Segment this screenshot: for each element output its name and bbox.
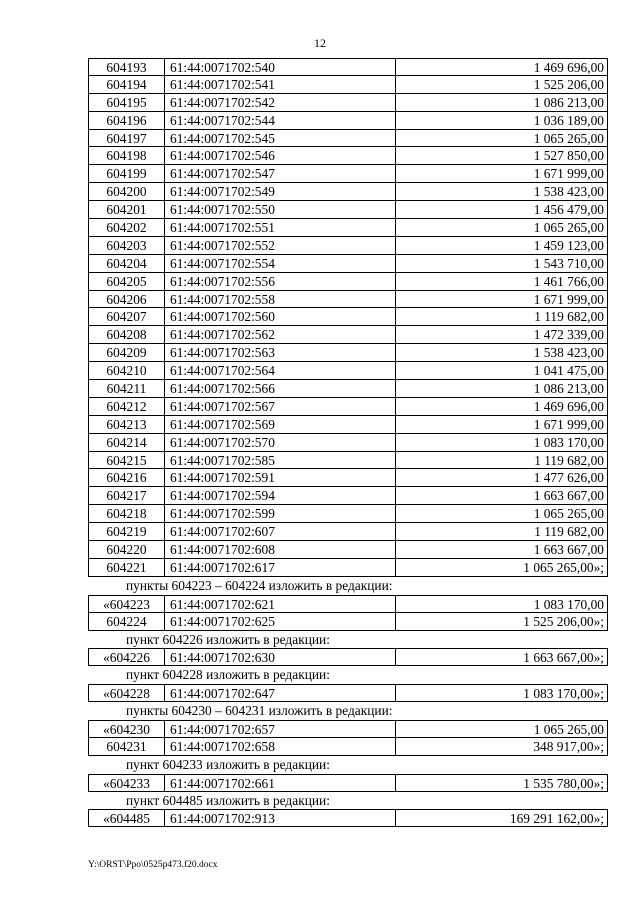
cadastral-number-cell: 61:44:0071702:599 [165, 505, 396, 522]
cadastral-number-cell: 61:44:0071702:564 [165, 362, 396, 379]
cadastral-number-cell: 61:44:0071702:607 [165, 523, 396, 540]
value-cell: 1 119 682,00 [534, 524, 604, 540]
cadastral-number-cell: 61:44:0071702:541 [165, 76, 396, 93]
cadastral-number-cell: 61:44:0071702:647 [165, 685, 396, 701]
value-cell: 1 671 999,00 [533, 416, 604, 432]
row-number-cell: 604196 [89, 112, 165, 129]
cadastral-number-cell: 61:44:0071702:630 [165, 649, 396, 665]
value-cell: 1 456 479,00 [533, 202, 604, 218]
amendment-note: пункт 604485 изложить в редакции: [126, 792, 330, 808]
table-row [88, 58, 608, 76]
cadastral-number-cell: 61:44:0071702:617 [165, 559, 396, 576]
cadastral-number-cell: 61:44:0071702:558 [165, 291, 396, 308]
table-row [88, 130, 608, 148]
table-row [88, 237, 608, 255]
cadastral-number-cell: 61:44:0071702:585 [165, 452, 396, 469]
value-cell: 1 086 213,00 [533, 381, 604, 397]
value-cell: 1 119 682,00 [534, 452, 604, 468]
row-number-cell: 604207 [89, 308, 165, 325]
row-number-cell: 604206 [89, 291, 165, 308]
row-number-cell: 604210 [89, 362, 165, 379]
table-row [88, 487, 608, 505]
row-number-cell: «604228 [89, 685, 165, 701]
table-row [88, 452, 608, 470]
value-cell: 1 459 123,00 [533, 237, 604, 253]
value-cell: 169 291 162,00»; [509, 811, 604, 827]
table-row [88, 76, 608, 94]
cadastral-number-cell: 61:44:0071702:661 [165, 775, 396, 791]
table-row [88, 255, 608, 273]
table-row [88, 291, 608, 309]
cadastral-number-cell: 61:44:0071702:545 [165, 130, 396, 147]
row-number-cell: 604211 [89, 380, 165, 397]
cadastral-number-cell: 61:44:0071702:591 [165, 469, 396, 486]
page-number: 12 [314, 36, 326, 50]
value-cell: 1 663 667,00»; [523, 650, 604, 666]
value-cell: 1 538 423,00 [533, 345, 604, 361]
row-number-cell: «604233 [89, 775, 165, 791]
row-number-cell: 604221 [89, 559, 165, 576]
table-row [88, 648, 608, 666]
row-number-cell: 604209 [89, 344, 165, 361]
table-row [88, 774, 608, 792]
table-row [88, 94, 608, 112]
file-path-footer: Y:\ORST\Ppo\0525p473.f20.docx [88, 860, 218, 870]
value-cell: 1 083 170,00 [533, 434, 604, 450]
row-number-cell: 604215 [89, 452, 165, 469]
cadastral-number-cell: 61:44:0071702:560 [165, 308, 396, 325]
value-cell: 1 041 475,00 [533, 363, 604, 379]
cadastral-number-cell: 61:44:0071702:566 [165, 380, 396, 397]
table-row [88, 380, 608, 398]
cadastral-number-cell: 61:44:0071702:567 [165, 398, 396, 415]
value-cell: 1 525 206,00 [533, 76, 604, 92]
cadastral-number-cell: 61:44:0071702:625 [165, 613, 396, 630]
amendment-note: пункты 604230 – 604231 изложить в редакции: [126, 703, 393, 719]
table-row [88, 523, 608, 541]
table-row [88, 434, 608, 452]
table-row [88, 183, 608, 201]
table-row [88, 165, 608, 183]
value-cell: 1 086 213,00 [533, 94, 604, 110]
value-cell: 1 461 766,00 [533, 273, 604, 289]
cadastral-number-cell: 61:44:0071702:542 [165, 94, 396, 111]
row-number-cell: 604193 [89, 59, 165, 75]
value-cell: 1 671 999,00 [533, 291, 604, 307]
value-cell: 1 671 999,00 [533, 166, 604, 182]
cadastral-number-cell: 61:44:0071702:570 [165, 434, 396, 451]
value-cell: 1 663 667,00 [533, 542, 604, 558]
row-number-cell: 604231 [89, 738, 165, 755]
row-number-cell: 604217 [89, 487, 165, 504]
amendment-note: пункт 604226 изложить в редакции: [126, 631, 330, 647]
table-row [88, 541, 608, 559]
row-number-cell: 604194 [89, 76, 165, 93]
row-number-cell: 604220 [89, 541, 165, 558]
cadastral-number-cell: 61:44:0071702:552 [165, 237, 396, 254]
value-cell: 1 469 696,00 [533, 60, 604, 75]
row-number-cell: 604201 [89, 201, 165, 218]
row-number-cell: 604203 [89, 237, 165, 254]
row-number-cell: 604199 [89, 165, 165, 182]
value-cell: 1 538 423,00 [533, 184, 604, 200]
row-number-cell: 604195 [89, 94, 165, 111]
row-number-cell: 604218 [89, 505, 165, 522]
value-cell: 1 065 265,00 [533, 130, 604, 146]
table-row [88, 720, 608, 738]
table-row [88, 684, 608, 702]
value-cell: 1 472 339,00 [533, 327, 604, 343]
value-cell: 1 535 780,00»; [523, 775, 604, 791]
table-row [88, 326, 608, 344]
table-row [88, 809, 608, 827]
row-number-cell: 604213 [89, 416, 165, 433]
table-row [88, 595, 608, 613]
value-cell: 1 119 682,00 [534, 309, 604, 325]
value-cell: 1 065 265,00 [533, 721, 604, 737]
cadastral-number-cell: 61:44:0071702:556 [165, 273, 396, 290]
row-number-cell: 604224 [89, 613, 165, 630]
cadastral-number-cell: 61:44:0071702:657 [165, 721, 396, 737]
cadastral-number-cell: 61:44:0071702:554 [165, 255, 396, 272]
value-cell: 1 083 170,00»; [523, 686, 604, 702]
cadastral-number-cell: 61:44:0071702:658 [165, 738, 396, 755]
table-row [88, 147, 608, 165]
row-number-cell: 604219 [89, 523, 165, 540]
value-cell: 1 543 710,00 [533, 255, 604, 271]
row-number-cell: 604204 [89, 255, 165, 272]
cadastral-number-cell: 61:44:0071702:549 [165, 183, 396, 200]
table-row [88, 398, 608, 416]
table-row [88, 362, 608, 380]
row-number-cell: «604223 [89, 596, 165, 612]
value-cell: 1 065 265,00 [533, 506, 604, 522]
value-cell: 1 477 626,00 [533, 470, 604, 486]
amendment-note: пункт 604233 изложить в редакции: [126, 756, 330, 772]
cadastral-number-cell: 61:44:0071702:551 [165, 219, 396, 236]
cadastral-number-cell: 61:44:0071702:546 [165, 147, 396, 164]
value-cell: 1 527 850,00 [533, 148, 604, 164]
row-number-cell: «604485 [89, 810, 165, 826]
table-row [88, 201, 608, 219]
cadastral-number-cell: 61:44:0071702:544 [165, 112, 396, 129]
cadastral-number-cell: 61:44:0071702:569 [165, 416, 396, 433]
row-number-cell: 604214 [89, 434, 165, 451]
amendment-note: пункты 604223 – 604224 изложить в редакции: [126, 577, 393, 593]
cadastral-number-cell: 61:44:0071702:547 [165, 165, 396, 182]
value-cell: 1 036 189,00 [533, 112, 604, 128]
cadastral-number-cell: 61:44:0071702:608 [165, 541, 396, 558]
table-row [88, 505, 608, 523]
cadastral-number-cell: 61:44:0071702:562 [165, 326, 396, 343]
row-number-cell: «604230 [89, 721, 165, 737]
row-number-cell: 604212 [89, 398, 165, 415]
value-cell: 1 469 696,00 [533, 398, 604, 414]
cadastral-number-cell: 61:44:0071702:550 [165, 201, 396, 218]
table-row [88, 416, 608, 434]
row-number-cell: 604202 [89, 219, 165, 236]
table-row [88, 559, 608, 577]
value-cell: 1 083 170,00 [533, 596, 604, 612]
cadastral-number-cell: 61:44:0071702:621 [165, 596, 396, 612]
value-cell: 348 917,00»; [533, 738, 604, 754]
value-cell: 1 065 265,00 [533, 220, 604, 236]
table-row [88, 273, 608, 291]
cadastral-number-cell: 61:44:0071702:540 [165, 59, 396, 75]
row-number-cell: 604197 [89, 130, 165, 147]
table-row [88, 344, 608, 362]
table-row [88, 112, 608, 130]
table-row [88, 469, 608, 487]
table-row [88, 308, 608, 326]
value-cell: 1 663 667,00 [533, 488, 604, 504]
table-row [88, 613, 608, 631]
cadastral-number-cell: 61:44:0071702:913 [165, 810, 396, 826]
row-number-cell: 604200 [89, 183, 165, 200]
value-cell: 1 065 265,00»; [523, 559, 604, 575]
document-body [88, 58, 608, 827]
table-row [88, 738, 608, 756]
row-number-cell: 604216 [89, 469, 165, 486]
row-number-cell: «604226 [89, 649, 165, 665]
amendment-note: пункт 604228 изложить в редакции: [126, 667, 330, 683]
row-number-cell: 604208 [89, 326, 165, 343]
table-row [88, 219, 608, 237]
value-cell: 1 525 206,00»; [523, 613, 604, 629]
row-number-cell: 604205 [89, 273, 165, 290]
cadastral-number-cell: 61:44:0071702:594 [165, 487, 396, 504]
cadastral-number-cell: 61:44:0071702:563 [165, 344, 396, 361]
row-number-cell: 604198 [89, 147, 165, 164]
